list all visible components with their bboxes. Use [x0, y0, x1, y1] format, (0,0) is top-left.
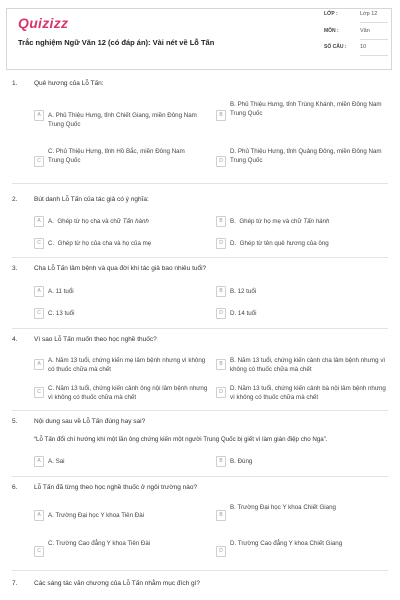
- option-label: D. 14 tuổi: [230, 310, 257, 317]
- option-label: A. Sai: [48, 458, 65, 465]
- meta-label-class: LỚP :: [324, 11, 338, 17]
- option-letter-box: A: [34, 110, 44, 121]
- option-label: D. Trường Cao đẳng Y khoa Chiết Giang: [230, 540, 343, 547]
- question-3-text: Cha Lỗ Tấn lâm bệnh và qua đời khi tác giả bao nhiêu tuổi?: [34, 265, 207, 272]
- option-label: [230, 239, 380, 248]
- question-1-number: 1.: [12, 80, 18, 87]
- option-letter-box: B: [216, 216, 226, 227]
- divider: [360, 22, 388, 23]
- option-label: B. Trường Đại học Y khoa Chiết Giang: [230, 504, 336, 511]
- option-letter-box: D: [216, 387, 226, 398]
- option-text: Ghép từ họ cha và chữ: [57, 218, 123, 225]
- divider: [360, 39, 388, 40]
- option-letter-box: A: [34, 286, 44, 297]
- option-letter-box: C: [34, 546, 44, 557]
- question-2-text: Bút danh Lỗ Tấn của tác giả có ý nghĩa:: [34, 196, 149, 203]
- option-letter-box: C: [34, 156, 44, 167]
- option-text: Ghép từ họ của cha và họ của mẹ: [57, 240, 152, 247]
- question-divider: [12, 410, 388, 411]
- option-letter-box: B: [216, 286, 226, 297]
- option-letter-box: A: [34, 456, 44, 467]
- option-label: B. Năm 13 tuổi, chứng kiến cảnh cha lâm bệnh nhưng vì không có thuốc chữa mà chết: [230, 357, 386, 373]
- question-2-number: 2.: [12, 196, 18, 203]
- option-letter-box: B: [216, 510, 226, 521]
- option-letter-box: D: [216, 156, 226, 167]
- meta-value-class: Lớp 12: [360, 11, 378, 17]
- option-letter-box: C: [34, 238, 44, 249]
- question-divider: [12, 328, 388, 329]
- option-letter-box: C: [34, 308, 44, 319]
- question-3-number: 3.: [12, 265, 18, 272]
- option-letter-box: A: [34, 216, 44, 227]
- divider: [360, 55, 388, 56]
- option-label: C. 13 tuổi: [48, 310, 75, 317]
- option-label: D. Phủ Thiệu Hưng, tỉnh Quảng Đông, miền Đông Nam Trung Quốc: [230, 148, 382, 164]
- option-letter-box: D: [216, 238, 226, 249]
- quizizz-logo: Quizizz: [18, 15, 69, 31]
- option-prefix: B.: [230, 218, 236, 225]
- question-5-quote: “Lỗ Tấn đổi chí hướng khi một lần ông chứng kiến một người Trung Quốc bị giết vì làm gián điệp cho Nga”.: [34, 436, 328, 443]
- question-6-text: Lỗ Tấn đã từng theo học nghề thuốc ở ngôi trường nào?: [34, 484, 198, 491]
- question-4-text: Vì sao Lỗ Tấn muốn theo học nghề thuốc?: [34, 336, 157, 343]
- question-divider: [12, 476, 388, 477]
- option-letter-box: A: [34, 510, 44, 521]
- option-letter-box: B: [216, 359, 226, 370]
- option-label: A. Năm 13 tuổi, chứng kiến mẹ lâm bệnh nhưng vì không có thuốc chữa mà chết: [48, 357, 206, 373]
- question-divider: [12, 570, 388, 571]
- worksheet-header: [6, 8, 392, 70]
- option-label: [230, 217, 380, 226]
- question-4-number: 4.: [12, 336, 18, 343]
- question-7-number: 7.: [12, 580, 18, 587]
- option-label: A. Phủ Thiệu Hưng, tỉnh Chiết Giang, miền Đông Nam Trung Quốc: [48, 112, 197, 128]
- option-label: B. Đúng: [230, 458, 253, 465]
- option-letter-box: B: [216, 456, 226, 467]
- option-prefix: A.: [48, 218, 54, 225]
- option-label: D. Năm 13 tuổi, chứng kiến cảnh bà nội lâm bệnh nhưng vì không có thuốc chữa mà chết: [230, 385, 386, 401]
- option-label: C. Trường Cao đẳng Y khoa Tiên Đài: [48, 540, 151, 547]
- question-7-text: Các sáng tác văn chương của Lỗ Tấn nhằm mục đích gì?: [34, 580, 201, 587]
- meta-value-subject: Văn: [360, 28, 370, 34]
- option-label: C. Phủ Thiệu Hưng, tỉnh Hồ Bắc, miền Đông Nam Trung Quốc: [48, 148, 185, 164]
- option-prefix: D.: [230, 240, 237, 247]
- option-label: B. Phủ Thiệu Hưng, tỉnh Trùng Khánh, miền Đông Nam Trung Quốc: [230, 101, 382, 117]
- option-letter-box: C: [34, 387, 44, 398]
- option-letter-box: A: [34, 359, 44, 370]
- option-label: C. Năm 13 tuổi, chứng kiến cảnh ông nội lâm bệnh nhưng vì không có thuốc chữa mà chết: [48, 385, 208, 401]
- meta-value-count: 10: [360, 44, 367, 50]
- question-5-text: Nội dung sau về Lỗ Tấn đúng hay sai?: [34, 418, 146, 425]
- question-divider: [12, 183, 388, 184]
- option-text: Ghép từ họ mẹ và chữ: [239, 218, 304, 225]
- option-text: Ghép từ tên quê hương của ông: [239, 240, 329, 247]
- option-label: B. 12 tuổi: [230, 288, 257, 295]
- quiz-title: Trắc nghiệm Ngữ Văn 12 (có đáp án): Vài nét về Lỗ Tấn: [18, 38, 215, 47]
- option-letter-box: B: [216, 110, 226, 121]
- option-letter-box: D: [216, 546, 226, 557]
- option-label: A. 11 tuổi: [48, 288, 74, 295]
- option-label: [48, 239, 198, 248]
- question-6-number: 6.: [12, 484, 18, 491]
- option-italic: Tấn hành: [122, 218, 149, 225]
- question-5-number: 5.: [12, 418, 18, 425]
- option-prefix: C.: [48, 240, 55, 247]
- option-italic: Tấn hành: [303, 218, 330, 225]
- meta-label-subject: MÔN :: [324, 28, 339, 34]
- option-label: [48, 217, 198, 226]
- option-label: A. Trường Đại học Y khoa Tiên Đài: [48, 512, 145, 519]
- question-1-text: Quê hương của Lỗ Tấn:: [34, 80, 104, 87]
- meta-label-count: SỐ CÂU :: [324, 44, 347, 50]
- option-letter-box: D: [216, 308, 226, 319]
- question-divider: [12, 257, 388, 258]
